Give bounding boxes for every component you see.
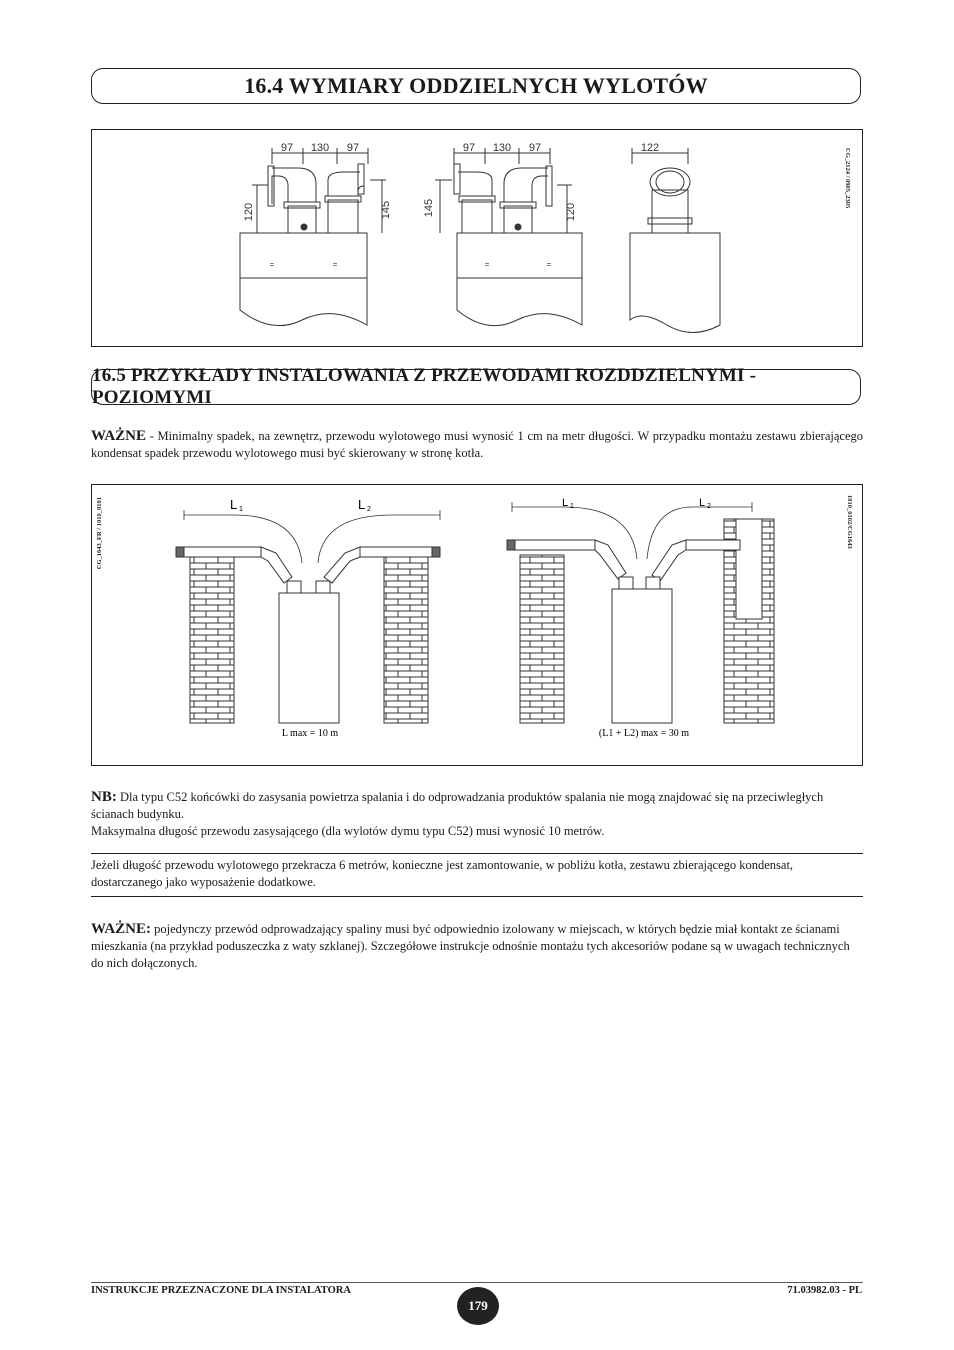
page-number-badge: 179 [457, 1287, 499, 1325]
figure-code-right: 1010_0102/CG1643 [846, 495, 853, 549]
important2-text: pojedynczy przewód odprowadzający spaliny musi być odpowiednio izolowany w miejscach, w których będzie miał kontakt ze ścianami mieszkania (na przykład poduszeczka z waty szklanej). Szczegółowe instrukcje odnośnie montażu tych akcesoriów podane są w uwagach technicznych do nich dołączonych. [91, 922, 850, 970]
fig-a-height-left: 120 [243, 202, 255, 222]
left-l2-label: L [358, 497, 366, 512]
important-label: WAŻNE [91, 428, 147, 444]
fig-a-dim-97-right: 97 [346, 142, 360, 154]
section-title-16-5: 16.5 PRZYKŁADY INSTALOWANIA Z PRZEWODAMI ROZDDZIELNYMI - POZIOMYMI [91, 369, 861, 405]
boiler-a [279, 593, 339, 723]
boiler-b [612, 589, 672, 723]
boiler-body-a [240, 233, 367, 326]
important-insulation-note [91, 921, 863, 972]
left-l1-label: L [230, 497, 238, 512]
fig-a-equal-left: = [269, 260, 275, 269]
installation-drawing [92, 485, 862, 765]
fig-b-height-right: 120 [565, 202, 577, 222]
right-l2-label: L [699, 497, 706, 509]
boiler-body-c [630, 233, 720, 333]
fig-b-equal-right: = [546, 260, 552, 269]
left-caption: L max = 10 m [281, 728, 339, 739]
fig-a-height-right: 145 [380, 200, 392, 220]
divider-bottom [91, 896, 863, 897]
nb-note [91, 789, 863, 840]
right-l1-label: L [562, 497, 569, 509]
footer-divider [91, 1282, 863, 1283]
fig-b-dim-97-left: 97 [462, 142, 476, 154]
fig-b-dim-130: 130 [492, 142, 512, 154]
left-l2-sub: 2 [367, 506, 371, 513]
figure-code-left: CG_1643_FR / 1010_0101 [96, 497, 103, 570]
right-wall-a [384, 555, 428, 723]
left-wall-b [520, 555, 564, 723]
boiler-body-b [457, 233, 582, 326]
figure-code-dimensions: CG_2124 / 0905_2305 [844, 148, 851, 209]
installation-examples-figure [91, 484, 863, 766]
fig-b-height-left: 145 [423, 198, 435, 218]
nb-label: NB: [91, 789, 117, 805]
fig-c-dim-122: 122 [640, 142, 660, 154]
fig-b-equal-left: = [484, 260, 490, 269]
left-l1-sub: 1 [239, 506, 243, 513]
nb-text-2: Maksymalna długość przewodu zasysającego (dla wylotów dymu typu C52) musi wynosić 10 metrów. [91, 824, 605, 838]
fig-a-equal-right: = [332, 260, 338, 269]
important-text: - Minimalny spadek, na zewnętrz, przewodu wylotowego musi wynosić 1 cm na metr długości. W przypadku montażu zestawu zbierającego kondensat spadek przewodu wylotowego musi być skierowany w stronę kotła. [91, 429, 863, 460]
dimensions-figure [91, 129, 863, 347]
footer-document-code: 71.03982.03 - PL [787, 1285, 862, 1296]
condensate-note: Jeżeli długość przewodu wylotowego przekracza 6 metrów, konieczne jest zamontowanie, w pobliżu kotła, zestawu zbierającego kondensat, dostarczanego jako wyposażenie dodatkowe. [91, 858, 794, 889]
right-l2-sub: 2 [707, 503, 711, 510]
nb-text-1: Dla typu C52 końcówki do zasysania powietrza spalania i do odprowadzania produktów spalania nie mogą znajdować się na przeciwległych ścianach budynku. [91, 790, 824, 821]
dimensions-drawing [92, 130, 862, 346]
right-caption: (L1 + L2) max = 30 m [598, 728, 690, 739]
important-slope-note [91, 428, 863, 462]
important2-label: WAŻNE: [91, 921, 152, 937]
right-l1-sub: 1 [570, 503, 574, 510]
fig-b-dim-97-right: 97 [528, 142, 542, 154]
fig-a-dim-130: 130 [310, 142, 330, 154]
left-wall-a [190, 555, 234, 723]
divider-top [91, 853, 863, 854]
fig-a-dim-97-left: 97 [280, 142, 294, 154]
section-title-16-4: 16.4 WYMIARY ODDZIELNYCH WYLOTÓW [91, 68, 861, 104]
footer-left-text: INSTRUKCJE PRZEZNACZONE DLA INSTALATORA [91, 1285, 351, 1296]
